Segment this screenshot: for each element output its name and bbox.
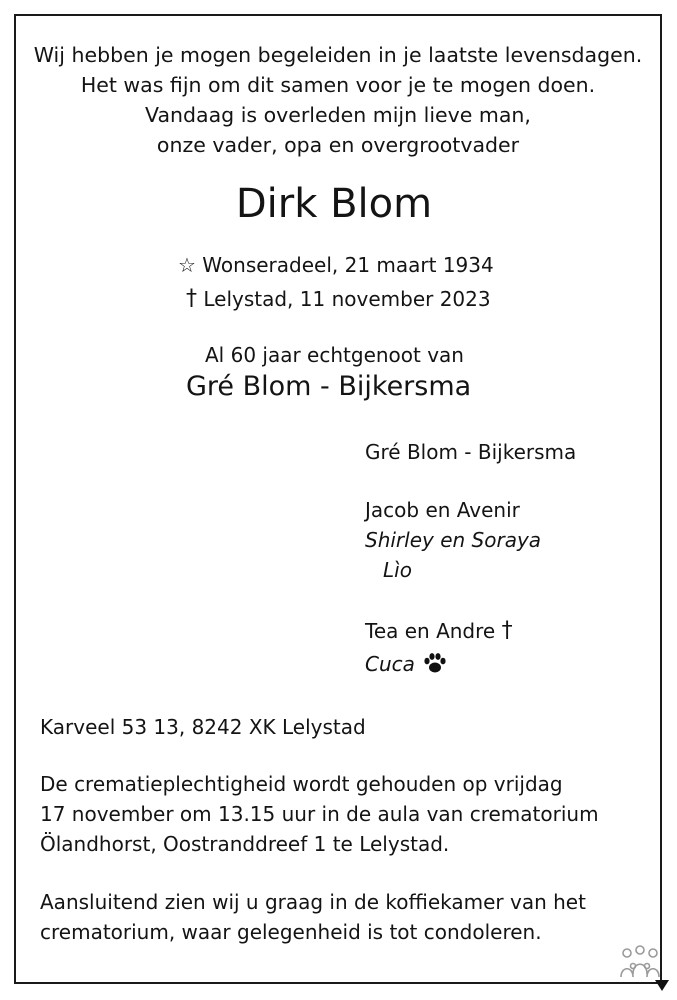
condolence-line: crematorium, waar gelegenheid is tot condoleren.: [40, 920, 542, 944]
family-greatgrandchild: Lìo: [383, 558, 412, 582]
family-child: Jacob en Avenir: [365, 498, 520, 522]
intro-line: Vandaag is overleden mijn lieve man,: [145, 103, 531, 127]
ceremony-line: Ölandhorst, Oostranddreef 1 te Lelystad.: [40, 832, 450, 856]
spouse-name: Gré Blom - Bijkersma: [186, 371, 472, 402]
address: Karveel 53 13, 8242 XK Lelystad: [40, 715, 366, 739]
paw-icon: [423, 652, 447, 674]
cross-icon: †: [186, 286, 197, 311]
family-child-name: Tea en Andre: [365, 619, 496, 643]
intro-line: Het was fijn om dit samen voor je te mogen doen.: [80, 73, 596, 97]
birth-text: Wonseradeel, 21 maart 1934: [202, 253, 494, 277]
star-icon: ☆: [178, 253, 196, 277]
intro-text: [14, 40, 662, 160]
deceased-name: Dirk Blom: [235, 181, 433, 227]
condolence-text: [40, 887, 586, 947]
pet-name: Cuca: [365, 652, 415, 676]
birth-line: [178, 251, 494, 279]
arrow-down-icon[interactable]: [655, 980, 669, 991]
condolence-line: Aansluitend zien wij u graag in de koffiekamer van het: [40, 890, 586, 914]
spouse-intro: Al 60 jaar echtgenoot van: [205, 343, 464, 367]
death-text: Lelystad, 11 november 2023: [203, 287, 491, 311]
family-spouse: Gré Blom - Bijkersma: [365, 440, 577, 464]
ceremony-text: [40, 769, 599, 859]
family-pet: [365, 650, 447, 678]
people-group-icon: [618, 944, 662, 984]
intro-line: onze vader, opa en overgrootvader: [156, 133, 520, 157]
ceremony-line: De crematieplechtigheid wordt gehouden op vrijdag: [40, 772, 563, 796]
intro-line: Wij hebben je mogen begeleiden in je laatste levensdagen.: [33, 43, 643, 67]
family-child: [365, 617, 513, 645]
ceremony-line: 17 november om 13.15 uur in de aula van crematorium: [40, 802, 599, 826]
cross-icon: †: [501, 618, 513, 643]
death-line: [186, 285, 491, 313]
family-grandchildren: Shirley en Soraya: [365, 528, 542, 552]
